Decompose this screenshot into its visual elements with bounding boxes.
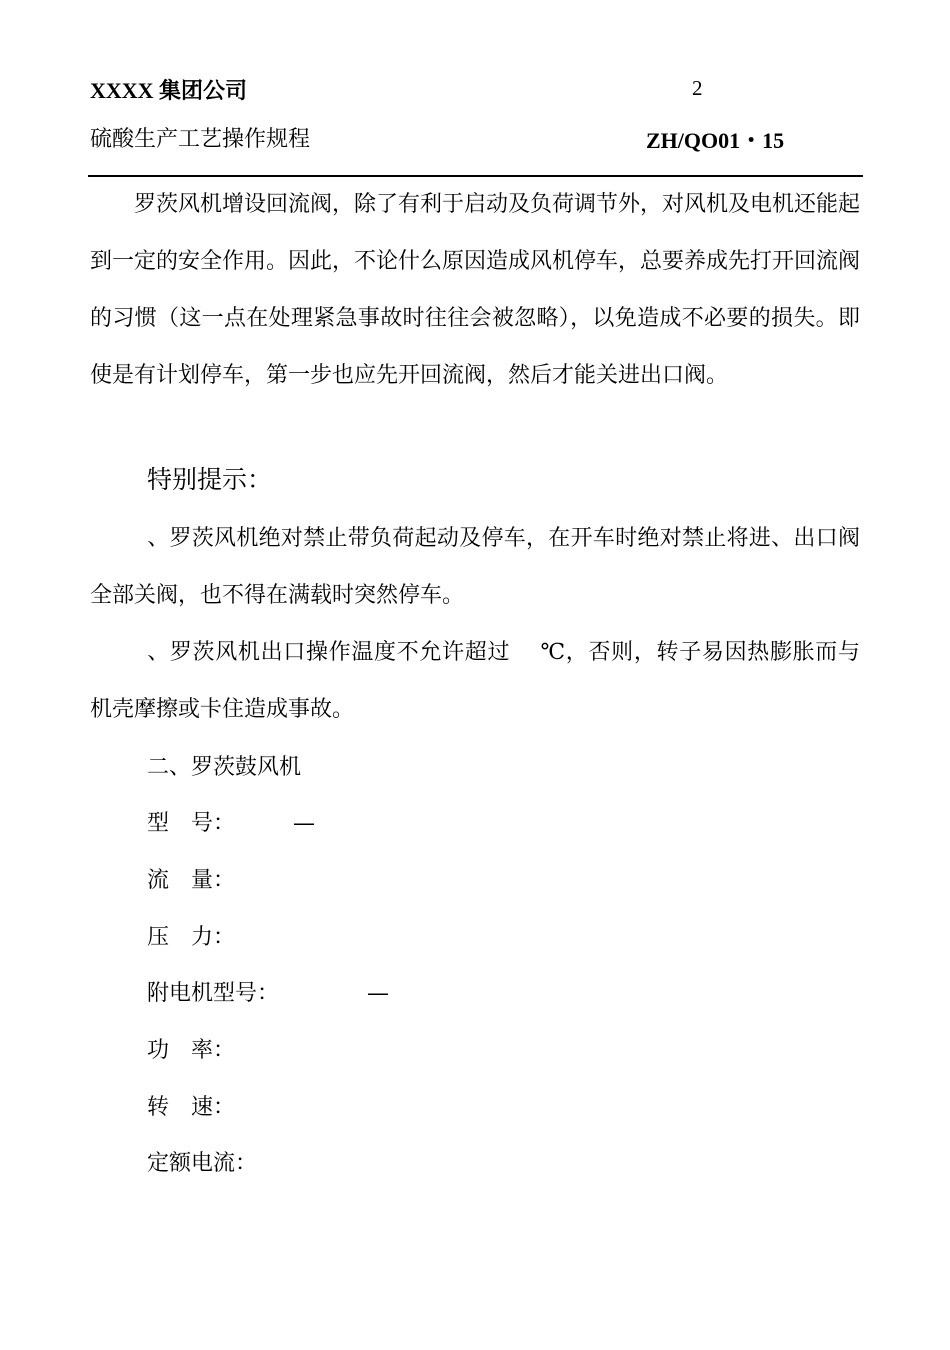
spec-value: — — [293, 811, 316, 836]
spec-row-rated-current — [147, 1146, 257, 1177]
spec-value: — — [367, 981, 390, 1006]
spec-label: 压 力： — [147, 925, 236, 950]
document-code: ZH/QO01・15 — [646, 128, 785, 153]
section-title: 二、罗茨鼓风机 — [147, 755, 302, 780]
spec-row-pressure — [147, 920, 235, 951]
spec-label: 流 量： — [147, 868, 236, 893]
spec-label: 转 速： — [147, 1095, 236, 1120]
notice-item: 、罗茨风机绝对禁止带负荷起动及停车，在开车时绝对禁止将进、出口阀全部关阀，也不得在满载时突然停车。 — [90, 526, 860, 608]
spec-row-motor-model — [147, 976, 389, 1007]
spec-row-speed — [147, 1090, 235, 1121]
company-name: XXXX 集团公司 — [90, 78, 248, 103]
spec-row-power — [147, 1033, 235, 1064]
document-title: 硫酸生产工艺操作规程 — [90, 127, 311, 152]
body-paragraph: 罗茨风机增设回流阀，除了有利于启动及负荷调节外，对风机及电机还能起到一定的安全作用。因此，不论什么原因造成风机停车，总要养成先打开回流阀的习惯（这一点在处理紧急事故时往往会被忽略），以免造成不必要的损失。即使是有计划停车，第一步也应先开回流阀，然后才能关进出口阀。 — [90, 192, 861, 388]
spec-row-model — [147, 806, 315, 837]
spec-label: 定额电流： — [147, 1151, 258, 1176]
notice-item: 、罗茨风机出口操作温度不允许超过 ℃，否则，转子易因热膨胀而与机壳摩擦或卡住造成事故。 — [90, 640, 860, 722]
page-number: 2 — [692, 76, 703, 100]
spec-row-flow — [147, 863, 235, 894]
notice-heading: 特别提示： — [147, 465, 273, 494]
spec-label: 功 率： — [147, 1038, 236, 1063]
spec-label: 型 号： — [147, 811, 236, 836]
spec-label: 附电机型号： — [147, 981, 280, 1006]
